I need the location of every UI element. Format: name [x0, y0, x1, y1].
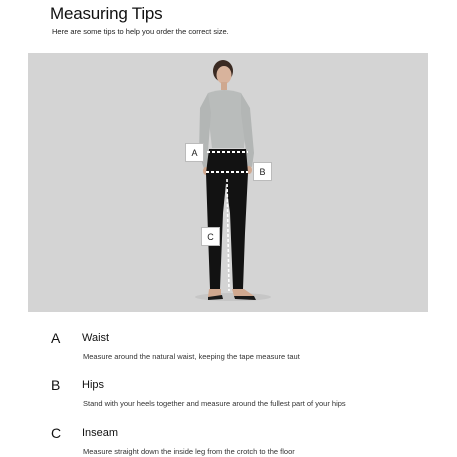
tip-description: Measure around the natural waist, keeping the tape measure taut [83, 352, 300, 361]
model-figure-illustration [28, 53, 428, 312]
tip-letter: B [51, 377, 61, 393]
tip-name: Hips [82, 379, 105, 391]
tip-letter: A [51, 330, 61, 346]
tip-letter: C [51, 425, 62, 441]
tip-name: Inseam [82, 427, 119, 439]
tip-name: Waist [82, 332, 110, 344]
marker-b: B [253, 162, 272, 181]
page-subtitle: Here are some tips to help you order the correct size. [52, 27, 229, 36]
marker-a: A [185, 143, 204, 162]
page-title: Measuring Tips [50, 4, 163, 23]
tip-description: Stand with your heels together and measure around the fullest part of your hips [83, 399, 346, 408]
model-measurement-photo [28, 53, 428, 312]
tip-description: Measure straight down the inside leg from the crotch to the floor [83, 447, 295, 456]
marker-c: C [201, 227, 220, 246]
